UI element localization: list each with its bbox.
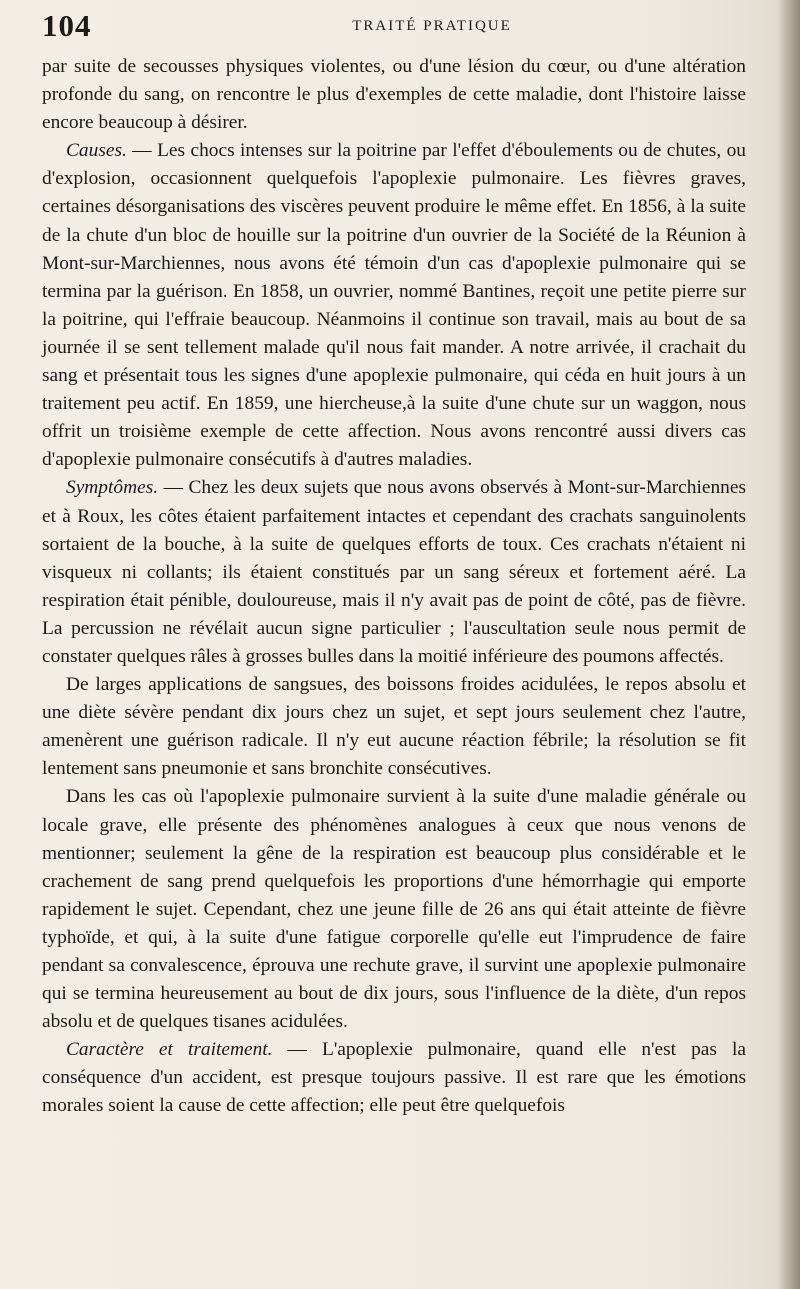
- section-heading-caractere: Caractère et traitement.: [66, 1039, 273, 1061]
- paragraph-treatment-results: [42, 671, 746, 783]
- paragraph-symptomes: [42, 474, 746, 671]
- paragraph-general-cases: [42, 783, 746, 1036]
- paragraph-text: Dans les cas où l'apoplexie pulmonaire survient à la suite d'une maladie générale ou locale grave, elle présente des phénomènes analogues à ceux que nous venons de mentionner; seulement la gêne de la respiration est beaucoup plus considérable et le crachement de sang prend quelquefois les proportions d'une hémorrhagie qui emporte rapidement le sujet. Cependant, chez une jeune fille de 26 ans qui était atteinte de fièvre typhoïde, et qui, à la suite d'une fatigue corporelle qu'elle eut l'imprudence de faire pendant sa convalescence, éprouva une rechute grave, il survint une apoplexie pulmonaire qui se termina heureusement au bout de dix jours, sous l'influence de la diète, d'un repos absolu et de quelques tisanes acidulées.: [42, 786, 746, 1033]
- paragraph-caractere: [42, 1036, 746, 1120]
- paragraph-text: De larges applications de sangsues, des boissons froides acidulées, le repos absolu et une diète sévère pendant dix jours chez un sujet, et sept jours seulement chez l'autre, amenèrent une guérison radicale. Il n'y eut aucune réaction fébrile; la résolution se fit lentement sans pneumonie et sans bronchite consécutives.: [42, 674, 746, 780]
- body-text: [42, 53, 746, 1121]
- paragraph-text: — L'apoplexie pulmonaire, quand elle n'est pas la conséquence d'un accident, est presque toujours passive. Il est rare que les émotions morales soient la cause de cette affection; elle peut être quelquefois: [42, 1039, 746, 1117]
- running-title: TRAITÉ PRATIQUE: [352, 18, 512, 34]
- section-heading-causes: Causes.: [66, 140, 127, 162]
- paragraph-causes: [42, 137, 746, 474]
- section-heading-symptomes: Symptômes.: [66, 477, 159, 499]
- page-number: 104: [42, 8, 92, 43]
- page-edge-shadow: [778, 0, 800, 1289]
- paragraph-text: par suite de secousses physiques violentes, ou d'une lésion du cœur, ou d'une altération profonde du sang, on rencontre le plus d'exemples de cette maladie, dont l'histoire laisse encore beaucoup à désirer.: [42, 56, 746, 134]
- paragraph-continuation: [42, 53, 746, 137]
- paragraph-text: — Les chocs intenses sur la poitrine par l'effet d'éboulements ou de chutes, ou d'explosion, occasionnent quelquefois l'apoplexie pulmonaire. Les fièvres graves, certaines désorganisations des viscères peuvent produire le même effet. En 1856, à la suite de la chute d'un bloc de houille sur la poitrine d'un ouvrier de la Société de la Réunion à Mont-sur-Marchiennes, nous avons été témoin d'un cas d'apoplexie pulmonaire qui se termina par la guérison. En 1858, un ouvrier, nommé Bantines, reçoit une petite pierre sur la poitrine, qui l'effraie beaucoup. Néanmoins il continue son travail, mais au bout de sa journée il se sent tellement malade qu'il nous fait mander. A notre arrivée, il crachait du sang et présentait tous les signes d'une apoplexie pulmonaire, qui céda en huit jours à un traitement peu actif. En 1859, une hiercheuse,à la suite d'une chute sur un waggon, nous offrit un troisième exemple de cette affection. Nous avons rencontré aussi divers cas d'apoplexie pulmonaire consécutifs à d'autres maladies.: [42, 140, 746, 471]
- paragraph-text: — Chez les deux sujets que nous avons observés à Mont-sur-Marchiennes et à Roux, les côtes étaient parfaitement intactes et cependant des crachats sanguinolents sortaient de la bouche, à la suite de quelques efforts de toux. Ces crachats n'étaient ni visqueux ni collants; ils étaient constitués par un sang séreux et fortement aéré. La respiration était pénible, douloureuse, mais il n'y avait pas de point de côté, pas de fièvre. La percussion ne révélait aucun signe particulier ; l'auscultation seule nous permit de constater quelques râles à grosses bulles dans la moitié inférieure des poumons affectés.: [42, 477, 746, 667]
- page-header: [42, 8, 742, 42]
